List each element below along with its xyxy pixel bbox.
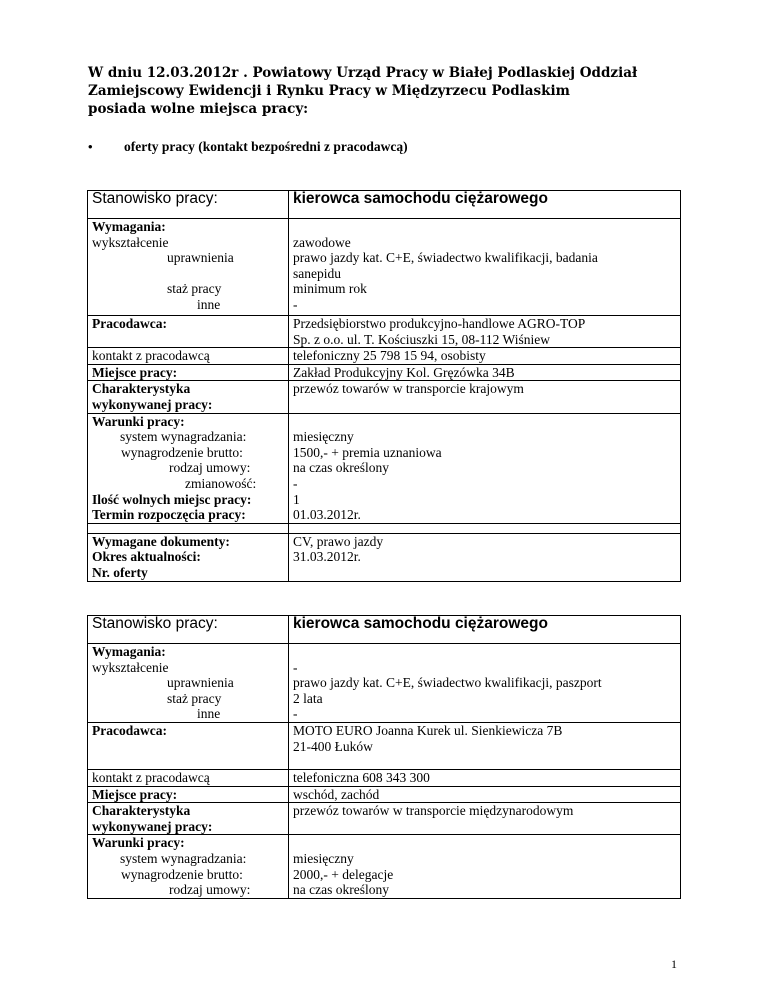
- education-label: wykształcenie: [92, 234, 169, 250]
- employer-row: [88, 722, 681, 769]
- experience-value: minimum rok: [293, 281, 367, 297]
- validity-label: Okres aktualności:: [92, 549, 201, 565]
- conditions-row: [88, 835, 681, 898]
- vacancies-value: 1: [293, 491, 300, 507]
- position-value: kierowca samochodu ciężarowego: [289, 616, 681, 644]
- bullet-text: oferty pracy (kontakt bezpośredni z pracodawcą): [124, 139, 408, 154]
- title-line-3: posiada wolne miejsca pracy:: [88, 101, 309, 117]
- offer-table-1: [87, 190, 681, 582]
- education-value: zawodowe: [293, 234, 351, 250]
- position-value: kierowca samochodu ciężarowego: [289, 191, 681, 219]
- gross-pay-label: wynagrodzenie brutto:: [121, 444, 243, 460]
- description-label-2: wykonywanej pracy:: [92, 396, 213, 412]
- requirements-row: [88, 219, 681, 316]
- contract-type-value: na czas określony: [293, 460, 389, 476]
- documents-row: [88, 533, 681, 581]
- start-date-value: 01.03.2012r.: [293, 507, 361, 523]
- description-row: [88, 381, 681, 413]
- page-number: 1: [671, 957, 677, 971]
- vacancies-label: Ilość wolnych miejsc pracy:: [92, 491, 252, 507]
- contact-row: [88, 348, 681, 365]
- employer-label: Pracodawca:: [92, 722, 167, 738]
- requirements-row: [88, 644, 681, 723]
- contact-row: [88, 769, 681, 786]
- contract-type-label: rodzaj umowy:: [169, 882, 251, 898]
- title-line-1: W dniu 12.03.2012r . Powiatowy Urząd Pracy w Białej Podlaskiej Oddział: [88, 65, 638, 81]
- shifts-label: zmianowość:: [185, 475, 257, 491]
- licenses-value: prawo jazdy kat. C+E, świadectwo kwalifikacji, paszport: [293, 675, 602, 691]
- employer-row: [88, 316, 681, 348]
- offer-table-2: [87, 615, 681, 899]
- offer-header-row: [88, 616, 681, 644]
- gross-pay-value: 1500,- + premia uznaniowa: [293, 444, 442, 460]
- start-date-label: Termin rozpoczęcia pracy:: [92, 507, 246, 523]
- employer-value-1: MOTO EURO Joanna Kurek ul. Sienkiewicza 7B: [293, 722, 563, 738]
- conditions-row: [88, 413, 681, 523]
- position-label: Stanowisko pracy:: [88, 191, 289, 219]
- employer-label: Pracodawca:: [92, 316, 167, 331]
- licenses-value-1: prawo jazdy kat. C+E, świadectwo kwalifikacji, badania: [293, 250, 598, 266]
- workplace-label: Miejsce pracy:: [92, 364, 178, 380]
- description-label-1: Charakterystyka: [92, 803, 191, 819]
- offer-header-row: [88, 191, 681, 219]
- licenses-label: uprawnienia: [167, 250, 234, 266]
- contract-type-value: na czas określony: [293, 882, 389, 898]
- workplace-value: wschód, zachód: [289, 786, 681, 803]
- other-label: inne: [197, 706, 221, 722]
- offers-bullet: [88, 139, 408, 155]
- other-value: -: [293, 706, 298, 722]
- position-label: Stanowisko pracy:: [88, 616, 289, 644]
- description-value: przewóz towarów w transporcie krajowym: [289, 381, 681, 413]
- experience-label: staż pracy: [167, 281, 222, 297]
- requirements-label: Wymagania:: [92, 644, 166, 659]
- description-label-1: Charakterystyka: [92, 381, 191, 397]
- other-value: -: [293, 296, 298, 312]
- education-value: -: [293, 659, 298, 675]
- workplace-value: Zakład Produkcyjny Kol. Gręzówka 34B: [289, 364, 681, 381]
- contact-label: kontakt z pracodawcą: [88, 769, 289, 786]
- employer-value-2: Sp. z o.o. ul. T. Kościuszki 15, 08-112 Wiśniew: [293, 331, 550, 347]
- pay-system-value: miesięczny: [293, 429, 354, 445]
- workplace-row: [88, 786, 681, 803]
- pay-system-label: system wynagradzania:: [120, 850, 247, 866]
- offer-number-label: Nr. oferty: [92, 564, 148, 580]
- validity-value: 31.03.2012r.: [293, 549, 361, 565]
- conditions-label: Warunki pracy:: [92, 413, 185, 429]
- experience-value: 2 lata: [293, 690, 323, 706]
- documents-value: CV, prawo jazdy: [293, 533, 384, 549]
- conditions-label: Warunki pracy:: [92, 835, 185, 851]
- bullet-icon: •: [88, 139, 93, 154]
- document-title: [88, 64, 708, 118]
- documents-label: Wymagane dokumenty:: [92, 533, 230, 549]
- education-label: wykształcenie: [92, 659, 169, 675]
- description-row: [88, 803, 681, 835]
- other-label: inne: [197, 296, 221, 312]
- contact-label: kontakt z pracodawcą: [88, 348, 289, 365]
- workplace-label: Miejsce pracy:: [92, 786, 178, 802]
- contact-value: telefoniczny 25 798 15 94, osobisty: [289, 348, 681, 365]
- description-value: przewóz towarów w transporcie międzynarodowym: [289, 803, 681, 835]
- shifts-value: -: [293, 475, 298, 491]
- gross-pay-value: 2000,- + delegacje: [293, 866, 394, 882]
- experience-label: staż pracy: [167, 690, 222, 706]
- pay-system-label: system wynagradzania:: [120, 429, 247, 445]
- description-label-2: wykonywanej pracy:: [92, 818, 213, 834]
- contract-type-label: rodzaj umowy:: [169, 460, 251, 476]
- contact-value: telefoniczna 608 343 300: [289, 769, 681, 786]
- gross-pay-label: wynagrodzenie brutto:: [121, 866, 243, 882]
- pay-system-value: miesięczny: [293, 850, 354, 866]
- requirements-label: Wymagania:: [92, 219, 166, 234]
- licenses-value-2: sanepidu: [293, 265, 341, 281]
- workplace-row: [88, 364, 681, 381]
- licenses-label: uprawnienia: [167, 675, 234, 691]
- employer-value-2: 21-400 Łuków: [293, 738, 373, 754]
- title-line-2: Zamiejscowy Ewidencji i Rynku Pracy w Międzyrzecu Podlaskim: [88, 83, 570, 99]
- employer-value-1: Przedsiębiorstwo produkcyjno-handlowe AGRO-TOP: [293, 316, 586, 331]
